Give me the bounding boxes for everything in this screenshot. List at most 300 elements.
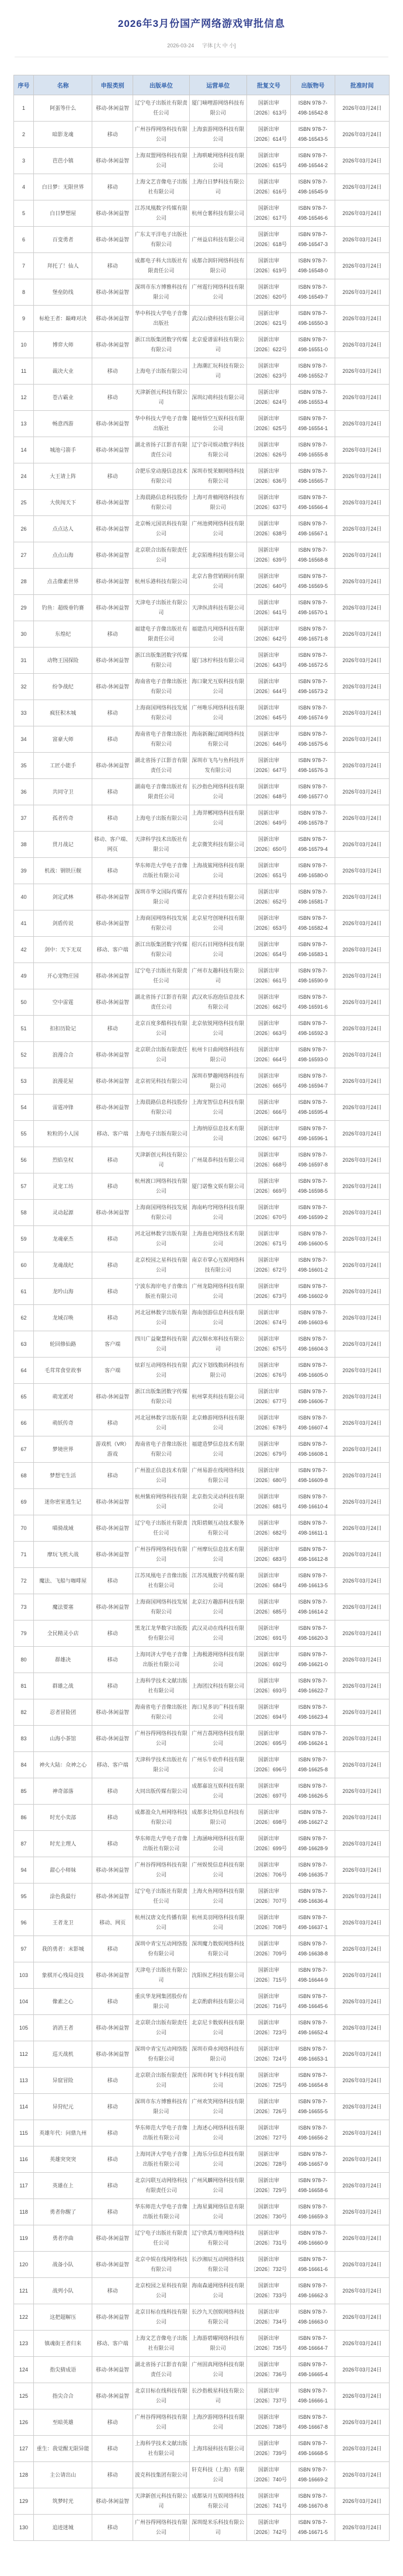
cell-index: 13 [14, 411, 34, 437]
cell-publisher: 江苏凤凰电子音像出版社有限公司 [133, 1568, 189, 1594]
cell-isbn: ISBN 978-7- 498-16635-7 [291, 1857, 335, 1883]
cell-operator: 上海星翼网络信息有限公司 [189, 2199, 246, 2225]
cell-approval-date: 2026年03月24日 [335, 1410, 389, 1436]
cell-category: 移动 [92, 2094, 133, 2120]
cell-approval-date: 2026年03月24日 [335, 2015, 389, 2041]
cell-isbn: ISBN 978-7- 498-16582-4 [291, 910, 335, 937]
cell-publisher: 福建电子音像出版社有限责任公司 [133, 621, 189, 648]
cell-game-name: 苍古霸业 [34, 385, 92, 411]
cell-index: 34 [14, 726, 34, 753]
table-row [14, 753, 390, 779]
cell-category: 移动-休闲益智 [92, 2304, 133, 2331]
cell-approval-date: 2026年03月24日 [335, 884, 389, 910]
cell-isbn: ISBN 978-7- 498-16598-5 [291, 1173, 335, 1200]
cell-category: 移动 [92, 2462, 133, 2488]
cell-index: 112 [14, 2041, 34, 2068]
table-row [14, 989, 390, 1016]
cell-publisher: 杭州渡口网络科技有限公司 [133, 1173, 189, 1200]
cell-approval-date: 2026年03月24日 [335, 1910, 389, 1936]
cell-approval-number: 国新出审 〔2026〕669号 [246, 1173, 291, 1200]
cell-isbn: ISBN 978-7- 498-16594-7 [291, 1068, 335, 1095]
cell-approval-number: 国新出审 〔2026〕696号 [246, 1752, 291, 1778]
cell-isbn: ISBN 978-7- 498-16548-0 [291, 253, 335, 279]
cell-approval-number: 国新出审 〔2026〕739号 [246, 2436, 291, 2462]
cell-operator: 广州霆行网络科技有限公司 [189, 279, 246, 306]
cell-game-name: 点点达人 [34, 516, 92, 542]
cell-index: 60 [14, 1252, 34, 1279]
cell-approval-date: 2026年03月24日 [335, 2068, 389, 2094]
cell-approval-number: 国新出审 〔2026〕670号 [246, 1200, 291, 1226]
table-row [14, 779, 390, 805]
cell-operator: 深圳市悦茉顺网络科技有限公司 [189, 463, 246, 490]
cell-index: 9 [14, 306, 34, 332]
table-row [14, 2331, 390, 2357]
cell-approval-date: 2026年03月24日 [335, 463, 389, 490]
cell-index: 128 [14, 2462, 34, 2488]
cell-game-name: 剑盾传说 [34, 910, 92, 937]
cell-category: 移动-休闲益智 [92, 1068, 133, 1095]
cell-approval-number: 国新出审 〔2026〕614号 [246, 122, 291, 148]
cell-approval-date: 2026年03月24日 [335, 805, 389, 832]
cell-approval-number: 国新出审 〔2026〕707号 [246, 1883, 291, 1910]
table-row [14, 174, 390, 200]
cell-approval-number: 国新出审 〔2026〕683号 [246, 1542, 291, 1568]
cell-approval-date: 2026年03月24日 [335, 306, 389, 332]
cell-category: 移动 [92, 2068, 133, 2094]
cell-game-name: 龙吟山海 [34, 1279, 92, 1305]
table-row [14, 148, 390, 174]
cell-operator: 深圳幻萌科技有限公司 [189, 385, 246, 411]
cell-approval-number: 国新出审 〔2026〕641号 [246, 595, 291, 621]
cell-index: 63 [14, 1331, 34, 1358]
table-row [14, 2278, 390, 2304]
table-row [14, 595, 390, 621]
table-row [14, 2357, 390, 2383]
table-row [14, 937, 390, 963]
cell-approval-number: 国新出审 〔2026〕637号 [246, 490, 291, 516]
cell-index: 97 [14, 1936, 34, 1962]
table-row [14, 963, 390, 989]
cell-operator: 上海涵咏网络科技有限公司 [189, 1831, 246, 1857]
cell-approval-date: 2026年03月24日 [335, 832, 389, 858]
table-row [14, 2462, 390, 2488]
cell-index: 130 [14, 2515, 34, 2541]
cell-approval-date: 2026年03月24日 [335, 1489, 389, 1515]
cell-approval-number: 国新出审 〔2026〕742号 [246, 2515, 291, 2541]
table-row [14, 1305, 390, 1331]
cell-isbn: ISBN 978-7- 498-16625-8 [291, 1752, 335, 1778]
cell-approval-date: 2026年03月24日 [335, 437, 389, 463]
cell-isbn: ISBN 978-7- 498-16659-3 [291, 2199, 335, 2225]
cell-operator: 长沙指极星科技有限公司 [189, 2383, 246, 2409]
table-row [14, 2252, 390, 2278]
table-row [14, 358, 390, 385]
cell-index: 49 [14, 963, 34, 989]
table-row [14, 253, 390, 279]
cell-approval-number: 国新出审 〔2026〕671号 [246, 1226, 291, 1252]
cell-approval-number: 国新出审 〔2026〕649号 [246, 805, 291, 832]
cell-category: 移动 [92, 1279, 133, 1305]
cell-operator: 武汉欢乐泡泡信息技术有限公司 [189, 989, 246, 1016]
cell-game-name: 贯月战记 [34, 832, 92, 858]
cell-approval-date: 2026年03月24日 [335, 227, 389, 253]
cell-category: 客户端 [92, 1358, 133, 1384]
cell-approval-date: 2026年03月24日 [335, 2357, 389, 2383]
cell-publisher: 上海商国网络科技发展有限公司 [133, 1594, 189, 1621]
cell-isbn: ISBN 978-7- 498-16654-8 [291, 2068, 335, 2094]
table-row [14, 122, 390, 148]
cell-operator: 北京依锐网络科技有限公司 [189, 1016, 246, 1042]
cell-category: 移动、客户端 [92, 1121, 133, 1147]
cell-category: 移动 [92, 858, 133, 884]
cell-game-name: 灵宠工坊 [34, 1173, 92, 1200]
cell-operator: 北京幻方趣游科技有限公司 [189, 1594, 246, 1621]
cell-publisher: 黑龙江龙华数字出版股份有限公司 [133, 1621, 189, 1647]
cell-approval-number: 国新出审 〔2026〕653号 [246, 910, 291, 937]
cell-approval-number: 国新出审 〔2026〕675号 [246, 1331, 291, 1358]
cell-publisher: 重庆华龙网集团股份有限公司 [133, 1989, 189, 2015]
cell-game-name: 勇者序曲 [34, 2225, 92, 2252]
table-row [14, 884, 390, 910]
table-row [14, 2146, 390, 2173]
cell-isbn: ISBN 978-7- 498-16670-8 [291, 2488, 335, 2515]
cell-isbn: ISBN 978-7- 498-16575-6 [291, 726, 335, 753]
cell-operator: 广州益启科技有限公司 [189, 227, 246, 253]
cell-isbn: ISBN 978-7- 498-16553-4 [291, 385, 335, 411]
cell-operator: 上海白日梦科技有限公司 [189, 174, 246, 200]
cell-isbn: ISBN 978-7- 498-16577-0 [291, 779, 335, 805]
meta-line [13, 41, 390, 57]
table-row [14, 910, 390, 937]
cell-operator: 广州摩玩信息技术有限公司 [189, 1542, 246, 1568]
cell-game-name: 大侠闯天下 [34, 490, 92, 516]
cell-game-name: 浪漫花屋 [34, 1068, 92, 1095]
cell-category: 移动-休闲益智 [92, 884, 133, 910]
cell-isbn: ISBN 978-7- 498-16628-9 [291, 1831, 335, 1857]
cell-approval-date: 2026年03月24日 [335, 1673, 389, 1699]
cell-approval-number: 国新出审 〔2026〕624号 [246, 385, 291, 411]
cell-index: 10 [14, 332, 34, 358]
cell-approval-date: 2026年03月24日 [335, 95, 389, 122]
table-row [14, 1857, 390, 1883]
cell-game-name: 像素之心 [34, 1989, 92, 2015]
table-row [14, 648, 390, 674]
cell-game-name: 毛茸茸食堂故事 [34, 1358, 92, 1384]
cell-approval-number: 国新出审 〔2026〕692号 [246, 1647, 291, 1673]
cell-approval-date: 2026年03月24日 [335, 2199, 389, 2225]
cell-approval-date: 2026年03月24日 [335, 1463, 389, 1489]
cell-isbn: ISBN 978-7- 498-16644-9 [291, 1962, 335, 1989]
cell-game-name: 浪漫合合 [34, 1042, 92, 1068]
table-row [14, 832, 390, 858]
table-row [14, 463, 390, 490]
cell-category: 移动-休闲益智 [92, 753, 133, 779]
cell-approval-number: 国新出审 〔2026〕684号 [246, 1568, 291, 1594]
cell-approval-number: 国新出审 〔2026〕664号 [246, 1042, 291, 1068]
cell-approval-number: 国新出审 〔2026〕695号 [246, 1726, 291, 1752]
cell-index: 29 [14, 595, 34, 621]
table-row [14, 1699, 390, 1726]
cell-approval-number: 国新出审 〔2026〕621号 [246, 306, 291, 332]
cell-index: 54 [14, 1095, 34, 1121]
cell-approval-date: 2026年03月24日 [335, 1173, 389, 1200]
cell-approval-date: 2026年03月24日 [335, 490, 389, 516]
table-row [14, 1594, 390, 1621]
table-row [14, 2199, 390, 2225]
cell-category: 移动-休闲益智 [92, 1883, 133, 1910]
cell-approval-date: 2026年03月24日 [335, 1883, 389, 1910]
cell-index: 129 [14, 2488, 34, 2515]
cell-index: 40 [14, 884, 34, 910]
cell-publisher: 深圳市东方博雅科技有限公司 [133, 279, 189, 306]
cell-game-name: 迷你密室逃生记 [34, 1489, 92, 1515]
table-row [14, 1384, 390, 1410]
cell-publisher: 北京联合出版有限责任公司 [133, 2015, 189, 2041]
cell-operator: 深圳缇米乐科技有限公司 [189, 2515, 246, 2541]
cell-category: 移动-休闲益智 [92, 963, 133, 989]
cell-index: 114 [14, 2094, 34, 2120]
cell-operator: 厦门诺惟文娱有限公司 [189, 1173, 246, 1200]
cell-isbn: ISBN 978-7- 498-16656-2 [291, 2120, 335, 2146]
cell-index: 81 [14, 1673, 34, 1699]
table-row [14, 1883, 390, 1910]
cell-publisher: 上海商国网络科技发展有限公司 [133, 1200, 189, 1226]
column-header: 序号 [14, 75, 34, 95]
cell-operator: 广州唯乐网络科技有限公司 [189, 700, 246, 726]
cell-category: 移动 [92, 726, 133, 753]
cell-index: 61 [14, 1279, 34, 1305]
cell-operator: 深圳市舜水网络科技有限公司 [189, 2041, 246, 2068]
cell-isbn: ISBN 978-7- 498-16626-5 [291, 1778, 335, 1805]
cell-operator: 上海可青楠网络科技有限公司 [189, 490, 246, 516]
cell-category: 移动 [92, 2409, 133, 2436]
cell-publisher: 杭州汉唐文化传播有限公司 [133, 1910, 189, 1936]
cell-approval-date: 2026年03月24日 [335, 1436, 389, 1463]
table-row [14, 1042, 390, 1068]
cell-category: 移动-休闲益智 [92, 2383, 133, 2409]
cell-approval-date: 2026年03月24日 [335, 1279, 389, 1305]
cell-isbn: ISBN 978-7- 498-16661-6 [291, 2252, 335, 2278]
cell-approval-date: 2026年03月24日 [335, 569, 389, 595]
cell-operator: 海南新瀚辽阔网络科技有限公司 [189, 726, 246, 753]
cell-isbn: ISBN 978-7- 498-16610-4 [291, 1489, 335, 1515]
cell-approval-date: 2026年03月24日 [335, 621, 389, 648]
table-row [14, 1489, 390, 1515]
cell-approval-date: 2026年03月24日 [335, 779, 389, 805]
cell-index: 117 [14, 2173, 34, 2199]
cell-isbn: ISBN 978-7- 498-16570-1 [291, 595, 335, 621]
cell-category: 移动 [92, 253, 133, 279]
cell-category: 移动、客户端、网页 [92, 832, 133, 858]
cell-operator: 上海游碧曜网络科技有限公司 [189, 2331, 246, 2357]
cell-approval-date: 2026年03月24日 [335, 1226, 389, 1252]
cell-category: 移动-休闲益智 [92, 542, 133, 569]
font-size-selector[interactable]: 字体 [大 中 小] [202, 43, 236, 49]
cell-category: 移动-休闲益智 [92, 1857, 133, 1883]
cell-approval-number: 国新出审 〔2026〕679号 [246, 1436, 291, 1463]
cell-category: 移动-休闲益智 [92, 1515, 133, 1542]
cell-isbn: ISBN 978-7- 498-16571-8 [291, 621, 335, 648]
cell-publisher: 上海电子出版有限公司 [133, 1121, 189, 1147]
cell-isbn: ISBN 978-7- 498-16645-6 [291, 1989, 335, 2015]
cell-isbn: ISBN 978-7- 498-16623-4 [291, 1699, 335, 1726]
cell-publisher: 北京百度多酷科技有限公司 [133, 1016, 189, 1042]
cell-index: 126 [14, 2409, 34, 2436]
cell-game-name: 巡天战机 [34, 2041, 92, 2068]
cell-approval-number: 国新出审 〔2026〕732号 [246, 2252, 291, 2278]
cell-category: 移动 [92, 1147, 133, 1173]
cell-game-name: 共同守卫 [34, 779, 92, 805]
cell-publisher: 北京校园之星科技有限公司 [133, 2278, 189, 2304]
cell-publisher: 北京中娱在线网络科技有限公司 [133, 2252, 189, 2278]
cell-category: 移动 [92, 2120, 133, 2146]
table-header-row [14, 75, 390, 95]
cell-index: 87 [14, 1831, 34, 1857]
cell-index: 7 [14, 253, 34, 279]
cell-isbn: ISBN 978-7- 498-16620-3 [291, 1621, 335, 1647]
cell-index: 96 [14, 1910, 34, 1936]
cell-game-name: 时光主理人 [34, 1831, 92, 1857]
cell-publisher: 辽宁电子出版社有限责任公司 [133, 1515, 189, 1542]
cell-game-name: 魔法要塞 [34, 1594, 92, 1621]
cell-category: 移动 [92, 1410, 133, 1436]
cell-category: 移动-休闲益智 [92, 2357, 133, 2383]
cell-game-name: 喵骑战域 [34, 1515, 92, 1542]
table-row [14, 1910, 390, 1936]
table-row [14, 1936, 390, 1962]
cell-isbn: ISBN 978-7- 498-16605-0 [291, 1358, 335, 1384]
cell-category: 移动-休闲益智 [92, 332, 133, 358]
cell-game-name: 萌妖传奇 [34, 1410, 92, 1436]
cell-index: 26 [14, 516, 34, 542]
cell-category: 移动-休闲益智 [92, 95, 133, 122]
cell-index: 72 [14, 1568, 34, 1594]
cell-operator: 武汉山骁科技有限公司 [189, 306, 246, 332]
cell-isbn: ISBN 978-7- 498-16662-3 [291, 2278, 335, 2304]
cell-isbn: ISBN 978-7- 498-16581-7 [291, 884, 335, 910]
table-row [14, 2120, 390, 2146]
cell-operator: 北京蜂游网络科技有限公司 [189, 1410, 246, 1436]
cell-approval-number: 国新出审 〔2026〕737号 [246, 2383, 291, 2409]
table-row [14, 1173, 390, 1200]
cell-index: 84 [14, 1752, 34, 1778]
cell-game-name: 神奇部落 [34, 1778, 92, 1805]
cell-index: 30 [14, 621, 34, 648]
cell-game-name: 大王请上阵 [34, 463, 92, 490]
cell-operator: 广州固真网络科技有限公司 [189, 2357, 246, 2383]
table-row [14, 2173, 390, 2199]
cell-operator: 广州欢笑网络科技有限公司 [189, 2094, 246, 2120]
cell-operator: 辽宁欣禹万维网络科技有限公司 [189, 2225, 246, 2252]
cell-operator: 海口聚光互娱科技有限公司 [189, 674, 246, 700]
cell-isbn: ISBN 978-7- 498-16604-3 [291, 1331, 335, 1358]
cell-game-name: 剑定武林 [34, 884, 92, 910]
cell-publisher: 广州谷得网络科技有限公司 [133, 2409, 189, 2436]
cell-isbn: ISBN 978-7- 498-16599-2 [291, 1200, 335, 1226]
table-row [14, 2225, 390, 2252]
cell-isbn: ISBN 978-7- 498-16660-9 [291, 2225, 335, 2252]
table-row [14, 2041, 390, 2068]
cell-game-name: 龙魂豪杰 [34, 1226, 92, 1252]
cell-game-name: 标枪王者：巅峰对决 [34, 306, 92, 332]
cell-game-name: 全民精灵小店 [34, 1621, 92, 1647]
cell-publisher: 深圳中青宝互动网络股份有限公司 [133, 1936, 189, 1962]
cell-index: 120 [14, 2252, 34, 2278]
cell-index: 66 [14, 1410, 34, 1436]
cell-operator: 广州池骋网络科技有限公司 [189, 516, 246, 542]
table-row [14, 2094, 390, 2120]
cell-operator: 广州风麟网络科技有限公司 [189, 2173, 246, 2199]
cell-approval-date: 2026年03月24日 [335, 2409, 389, 2436]
cell-operator: 福建造梦信息技术有限公司 [189, 1436, 246, 1463]
cell-approval-number: 国新出审 〔2026〕642号 [246, 621, 291, 648]
cell-game-name: 主公请出山 [34, 2462, 92, 2488]
cell-approval-date: 2026年03月24日 [335, 674, 389, 700]
cell-index: 24 [14, 463, 34, 490]
cell-isbn: ISBN 978-7- 498-16614-2 [291, 1594, 335, 1621]
cell-game-name: 英雄年代：问鼎九州 [34, 2120, 92, 2146]
cell-isbn: ISBN 978-7- 498-16657-9 [291, 2146, 335, 2173]
cell-index: 50 [14, 989, 34, 1016]
cell-game-name: 摩玩飞机大战 [34, 1542, 92, 1568]
cell-publisher: 宁波东海岸电子音像出版社有限公司 [133, 1279, 189, 1305]
cell-publisher: 湖北省扬子江影音有限责任公司 [133, 989, 189, 1016]
cell-index: 1 [14, 95, 34, 122]
table-row [14, 2515, 390, 2541]
cell-index: 71 [14, 1542, 34, 1568]
cell-index: 4 [14, 174, 34, 200]
cell-index: 28 [14, 569, 34, 595]
cell-isbn: ISBN 978-7- 498-16596-1 [291, 1121, 335, 1147]
cell-category: 移动-休闲益智 [92, 1489, 133, 1515]
cell-game-name: 扣扣历险记 [34, 1016, 92, 1042]
cell-index: 55 [14, 1121, 34, 1147]
cell-category: 移动-休闲益智 [92, 490, 133, 516]
table-row [14, 95, 390, 122]
cell-game-name: 百变勇者 [34, 227, 92, 253]
cell-operator: 成都合润轩网络科技有限公司 [189, 253, 246, 279]
cell-isbn: ISBN 978-7- 498-16613-5 [291, 1568, 335, 1594]
cell-approval-number: 国新出审 〔2026〕652号 [246, 884, 291, 910]
cell-operator: 北京爱谱雷科技有限公司 [189, 332, 246, 358]
cell-operator: 长沙九天创娱网络科技有限公司 [189, 2304, 246, 2331]
cell-category: 移动-休闲益智 [92, 227, 133, 253]
cell-approval-date: 2026年03月24日 [335, 1568, 389, 1594]
cell-approval-number: 国新出审 〔2026〕682号 [246, 1515, 291, 1542]
cell-category: 移动-休闲益智 [92, 2015, 133, 2041]
cell-publisher: 辽宁电子出版社有限责任公司 [133, 963, 189, 989]
cell-publisher: 辽宁电子出版社有限责任公司 [133, 2225, 189, 2252]
cell-approval-date: 2026年03月24日 [335, 2383, 389, 2409]
cell-index: 56 [14, 1147, 34, 1173]
cell-category: 移动 [92, 463, 133, 490]
cell-index: 83 [14, 1726, 34, 1752]
cell-isbn: ISBN 978-7- 498-16572-5 [291, 648, 335, 674]
table-row [14, 1647, 390, 1673]
cell-isbn: ISBN 978-7- 498-16668-5 [291, 2436, 335, 2462]
cell-game-name: 魔法、飞船与咖啡屋 [34, 1568, 92, 1594]
cell-game-name: 战列小队 [34, 2278, 92, 2304]
cell-approval-date: 2026年03月24日 [335, 1647, 389, 1673]
table-row [14, 2436, 390, 2462]
cell-approval-number: 国新出审 〔2026〕619号 [246, 253, 291, 279]
cell-publisher: 华东师范大学电子音像出版社有限公司 [133, 1831, 189, 1857]
cell-game-name: 拜托了！仙人 [34, 253, 92, 279]
cell-isbn: ISBN 978-7- 498-16590-9 [291, 963, 335, 989]
cell-index: 124 [14, 2357, 34, 2383]
cell-category: 移动 [92, 1805, 133, 1831]
table-row [14, 1962, 390, 1989]
